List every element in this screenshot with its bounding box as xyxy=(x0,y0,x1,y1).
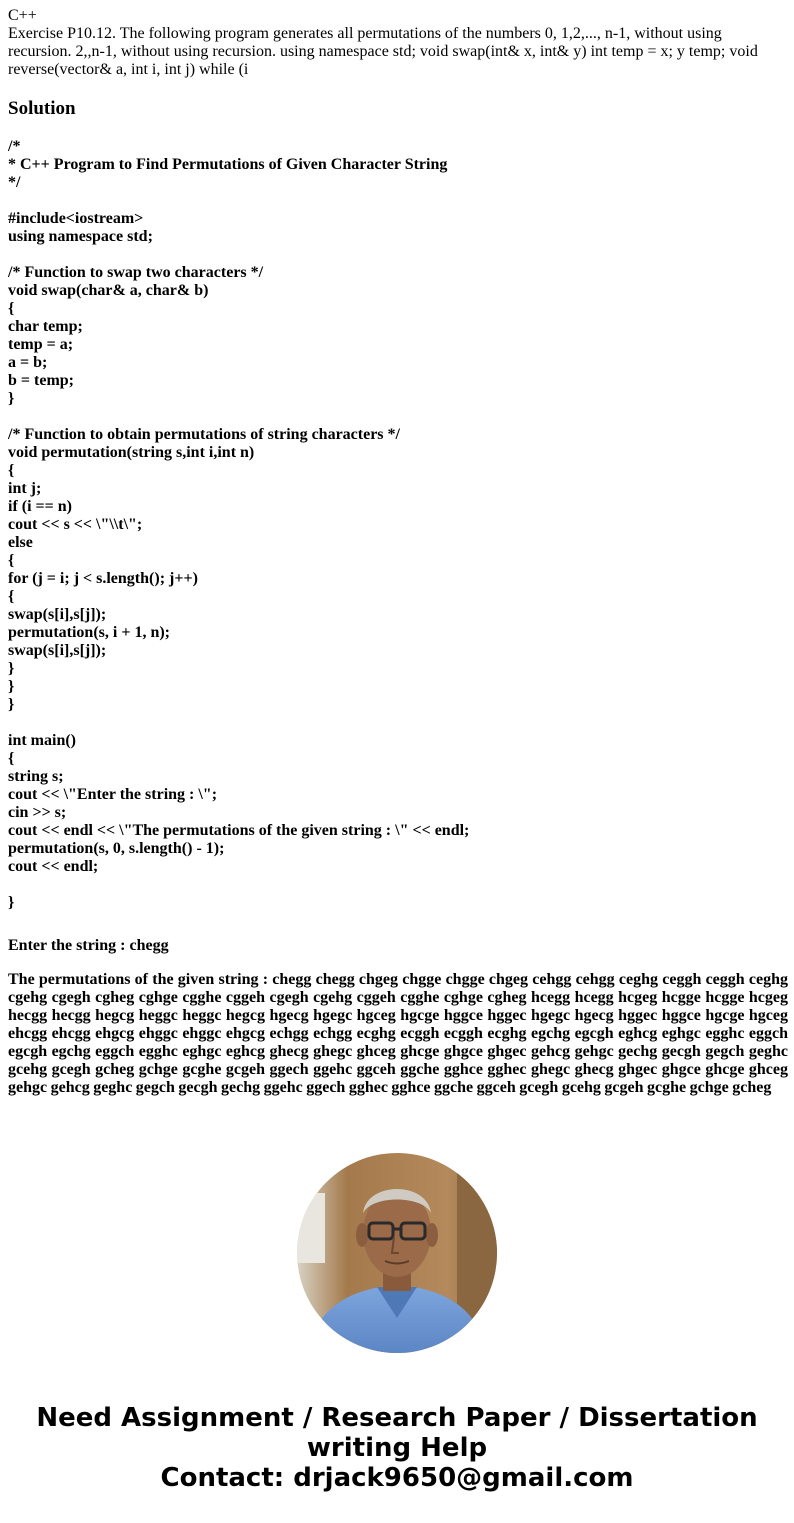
code-line: cout << s << \"\\t\"; xyxy=(8,516,143,533)
code-line: cout << endl << \"The permutations of the given string : \" << endl; xyxy=(8,822,470,839)
code-line: using namespace std; xyxy=(8,228,153,245)
author-avatar xyxy=(297,1153,497,1353)
code-line: a = b; xyxy=(8,354,48,371)
code-line: */ xyxy=(8,174,21,191)
code-line: { xyxy=(8,462,15,479)
code-line: /* Function to obtain permutations of string characters */ xyxy=(8,426,400,443)
code-line: if (i == n) xyxy=(8,498,73,515)
document-content xyxy=(8,7,788,1097)
code-line: /* Function to swap two characters */ xyxy=(8,264,264,281)
code-line: void swap(char& a, char& b) xyxy=(8,282,209,299)
code-line: int main() xyxy=(8,732,76,749)
subject-label: C++ xyxy=(8,7,37,24)
code-line: } xyxy=(8,678,15,695)
code-line: } xyxy=(8,390,15,407)
code-line: string s; xyxy=(8,768,64,785)
code-line: } xyxy=(8,660,15,677)
code-line: for (j = i; j < s.length(); j++) xyxy=(8,570,198,587)
code-line: { xyxy=(8,750,15,767)
code-line xyxy=(8,876,788,894)
contact-advert xyxy=(0,1403,794,1493)
solution-heading: Solution xyxy=(8,98,76,119)
code-line xyxy=(8,408,788,426)
code-line: } xyxy=(8,696,15,713)
code-line: { xyxy=(8,588,15,605)
code-line: #include<iostream> xyxy=(8,210,144,227)
code-line: swap(s[i],s[j]); xyxy=(8,606,107,623)
code-line xyxy=(8,192,788,210)
code-line: { xyxy=(8,552,15,569)
code-line: cout << \"Enter the string : \"; xyxy=(8,786,218,803)
code-line: /* xyxy=(8,138,21,155)
output-prompt: Enter the string : chegg xyxy=(8,937,169,954)
code-line: void permutation(string s,int i,int n) xyxy=(8,444,255,461)
output-permutations: The permutations of the given string : chegg chegg chgeg chgge chgge chgeg cehgg cehgg ceghg ceggh ceggh ceghg cgehg cgegh cgheg cghge cgghe cggeh cgegh cgehg cggeh cgghe cghge cgheg hcegg hcegg hcgeg hcgge hcgge hcgeg hecgg hecgg hegcg heggc heggc hegcg hgecg hgegc hgceg hgcge hggce hggec hgegc hgecg hggec hggce hgcge hgceg ehcgg ehcgg ehgcg ehggc ehggc ehgcg echgg echgg ecghg ecggh ecggh ecghg egchg egcgh eghcg eghgc egghc eggch egcgh egchg eggch egghc eghgc eghcg ghecg ghegc ghceg ghcge ghgce ghgec gehcg gehgc gechg gecgh gegch geghc gcehg gcegh gcheg gchge gcghe gcgeh ggech ggehc ggceh ggche gghce gghec ghegc ghecg ghgec ghgce ghcge ghceg gehgc gehcg geghc gegch gecgh gechg ggehc ggech gghec gghce ggche ggceh gcegh gcehg gcgeh gcghe gchge gcheg xyxy=(8,971,788,1096)
code-line: permutation(s, 0, s.length() - 1); xyxy=(8,840,225,857)
author-portrait-icon xyxy=(297,1153,497,1353)
code-line: { xyxy=(8,300,15,317)
code-line: swap(s[i],s[j]); xyxy=(8,642,107,659)
code-line: int j; xyxy=(8,480,42,497)
code-line: * C++ Program to Find Permutations of Given Character String xyxy=(8,156,448,173)
advert-line-2: writing Help xyxy=(306,1433,488,1463)
code-line: permutation(s, i + 1, n); xyxy=(8,624,170,641)
advert-contact-line: Contact: drjack9650@gmail.com xyxy=(160,1463,634,1493)
code-line: b = temp; xyxy=(8,372,74,389)
advert-line-1: Need Assignment / Research Paper / Dissertation xyxy=(36,1403,758,1433)
code-line: else xyxy=(8,534,33,551)
question-text: Exercise P10.12. The following program generates all permutations of the numbers 0, 1,2,..., n-1, without using recursion. 2,,n-1, without using recursion. using namespace std; void swap(int& x, int& y) int temp = x; y temp; void reverse(vector& a, int i, int j) while (i xyxy=(8,25,758,78)
code-line: cin >> s; xyxy=(8,804,67,821)
code-line xyxy=(8,246,788,264)
code-line: char temp; xyxy=(8,318,83,335)
code-block xyxy=(8,138,788,912)
code-line: temp = a; xyxy=(8,336,74,353)
code-line: } xyxy=(8,894,15,911)
code-line: cout << endl; xyxy=(8,858,99,875)
code-line xyxy=(8,714,788,732)
